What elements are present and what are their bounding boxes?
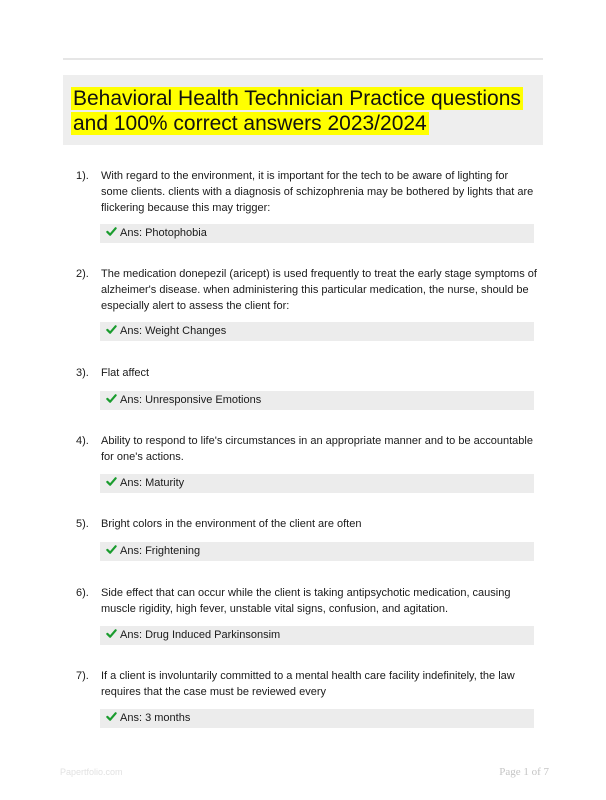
check-icon xyxy=(106,476,117,487)
answer-box xyxy=(100,474,534,493)
answer-box xyxy=(100,224,534,243)
question-number: 6). xyxy=(76,587,89,599)
answer-text: Ans: Photophobia xyxy=(120,227,207,239)
answer-text: Ans: Drug Induced Parkinsonsim xyxy=(120,629,281,641)
answer-text: Ans: 3 months xyxy=(120,712,191,724)
question-text: If a client is involuntarily committed to a mental health care facility indefinitely, the law requires that the case must be reviewed every xyxy=(101,670,515,698)
question-number: 4). xyxy=(76,435,89,447)
answer-box xyxy=(100,626,534,645)
question-text: Bright colors in the environment of the client are often xyxy=(101,518,362,530)
question-number: 1). xyxy=(76,170,89,182)
answer-text: Ans: Unresponsive Emotions xyxy=(120,394,262,406)
question-number: 2). xyxy=(76,268,89,280)
question-text: Flat affect xyxy=(101,367,150,379)
check-icon xyxy=(106,544,117,555)
question-number: 5). xyxy=(76,518,89,530)
answer-text: Ans: Maturity xyxy=(120,477,185,489)
document-title: Behavioral Health Technician Practice questions and 100% correct answers 2023/2024 xyxy=(73,87,521,135)
page-number: Page 1 of 7 xyxy=(499,766,549,778)
check-icon xyxy=(106,393,117,404)
answer-box xyxy=(100,322,534,341)
answer-box xyxy=(100,391,534,410)
check-icon xyxy=(106,324,117,335)
footer-watermark: Papertfolio.com xyxy=(60,767,123,777)
question-number: 7). xyxy=(76,670,89,682)
answer-box xyxy=(100,709,534,728)
answer-text: Ans: Frightening xyxy=(120,545,201,557)
question-text: The medication donepezil (aricept) is used frequently to treat the early stage symptoms of alzheimer's disease. when administering this particular medication, the nurse, should be especially alert to assess the client for: xyxy=(101,268,537,312)
question-text: Ability to respond to life's circumstances in an appropriate manner and to be accountable for one's actions. xyxy=(101,435,533,463)
question-text: Side effect that can occur while the client is taking antipsychotic medication, causing muscle rigidity, high fever, unstable vital signs, confusion, and agitation. xyxy=(101,587,511,615)
answer-text: Ans: Weight Changes xyxy=(120,325,227,337)
check-icon xyxy=(106,628,117,639)
question-text: With regard to the environment, it is important for the tech to be aware of lighting for some clients. clients with a diagnosis of schizophrenia may be bothered by lights that are flickering because this may trigger: xyxy=(101,170,534,214)
question-number: 3). xyxy=(76,367,89,379)
answer-box xyxy=(100,542,534,561)
check-icon xyxy=(106,711,117,722)
check-icon xyxy=(106,226,117,237)
